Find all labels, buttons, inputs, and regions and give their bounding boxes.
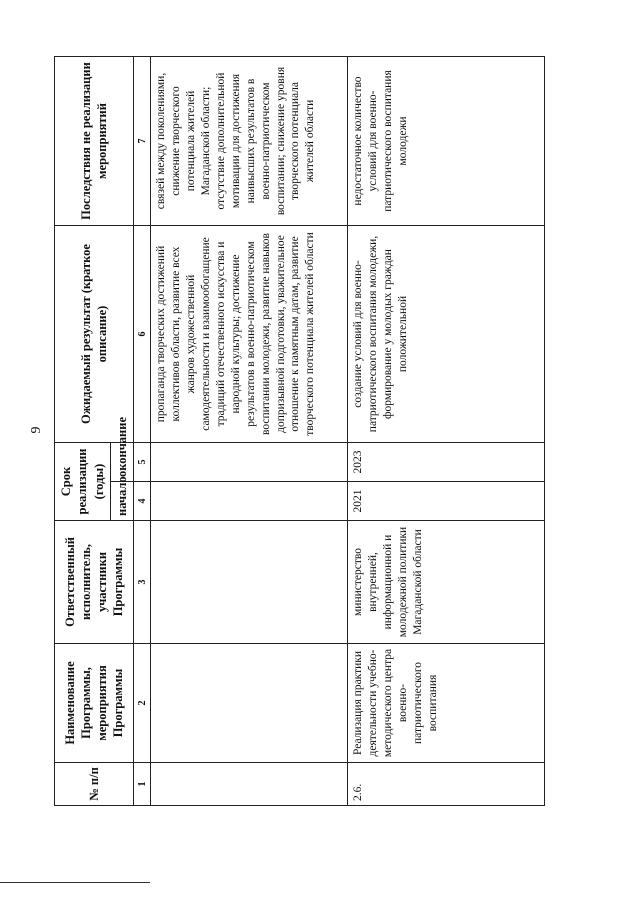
cell-result: создание условий для военно-патриотического воспитания молодежи, формирование у молодых граждан положительной	[348, 226, 545, 443]
cell-executor: министерство внутренней, информационной и молодежной политики Магаданской области	[348, 521, 545, 644]
cell-start: 2021	[348, 482, 545, 521]
column-number: 1	[134, 763, 151, 806]
column-number: 2	[134, 644, 151, 763]
column-number: 6	[134, 226, 151, 443]
footer-divider	[0, 882, 150, 883]
header-consequences: Последствия не реализации мероприятий	[55, 57, 134, 226]
cell-executor	[151, 521, 348, 644]
page-number: 9	[29, 426, 44, 434]
header-result: Ожидаемый результат (краткое описание)	[55, 226, 134, 443]
header-end: окончание	[110, 443, 133, 482]
header-name: Наименование Программы, мероприятия Программы	[55, 644, 134, 763]
table-row	[151, 57, 348, 806]
header-executor: Ответственный исполнитель, участники Программы	[55, 521, 134, 644]
cell-num: 2.6.	[348, 763, 545, 806]
rotated-page-content	[54, 56, 539, 806]
header-row	[55, 57, 111, 806]
header-term: Срок реализации (годы)	[55, 443, 111, 521]
cell-result: пропаганда творческих достижений коллективов области, развитие всех жанров художественной самодеятельности и взаимообогащение традиций отечественного искусства и народной культуры; достижение результатов в военно-патриотическом воспитании молодежи, развитие навыков допризывной подготовки, уважительное отношение к памятным датам, развитие творческого потенциала жителей области	[151, 226, 348, 443]
column-number: 7	[134, 57, 151, 226]
cell-end	[151, 443, 348, 482]
column-number: 4	[134, 482, 151, 521]
cell-consequences: связей между поколениями, снижение творческого потенциала жителей Магаданской области; отсутствие дополнительной мотивации для достижения наивысших результатов в военно-патриотическом воспитании; снижение уровня творческого потенциала жителей области	[151, 57, 348, 226]
cell-consequences: недостаточное количество условий для военно-патриотического воспитания молодежи	[348, 57, 545, 226]
cell-name	[151, 644, 348, 763]
cell-end: 2023	[348, 443, 545, 482]
column-number: 3	[134, 521, 151, 644]
cell-num	[151, 763, 348, 806]
cell-name: Реализация практики деятельности учебно-методического центра военно-патриотического воспитания	[348, 644, 545, 763]
program-table	[54, 56, 545, 806]
column-number-row	[134, 57, 151, 806]
header-num: № п/п	[55, 763, 134, 806]
header-start: начало	[110, 482, 133, 521]
cell-start	[151, 482, 348, 521]
table-row	[348, 57, 545, 806]
column-number: 5	[134, 443, 151, 482]
